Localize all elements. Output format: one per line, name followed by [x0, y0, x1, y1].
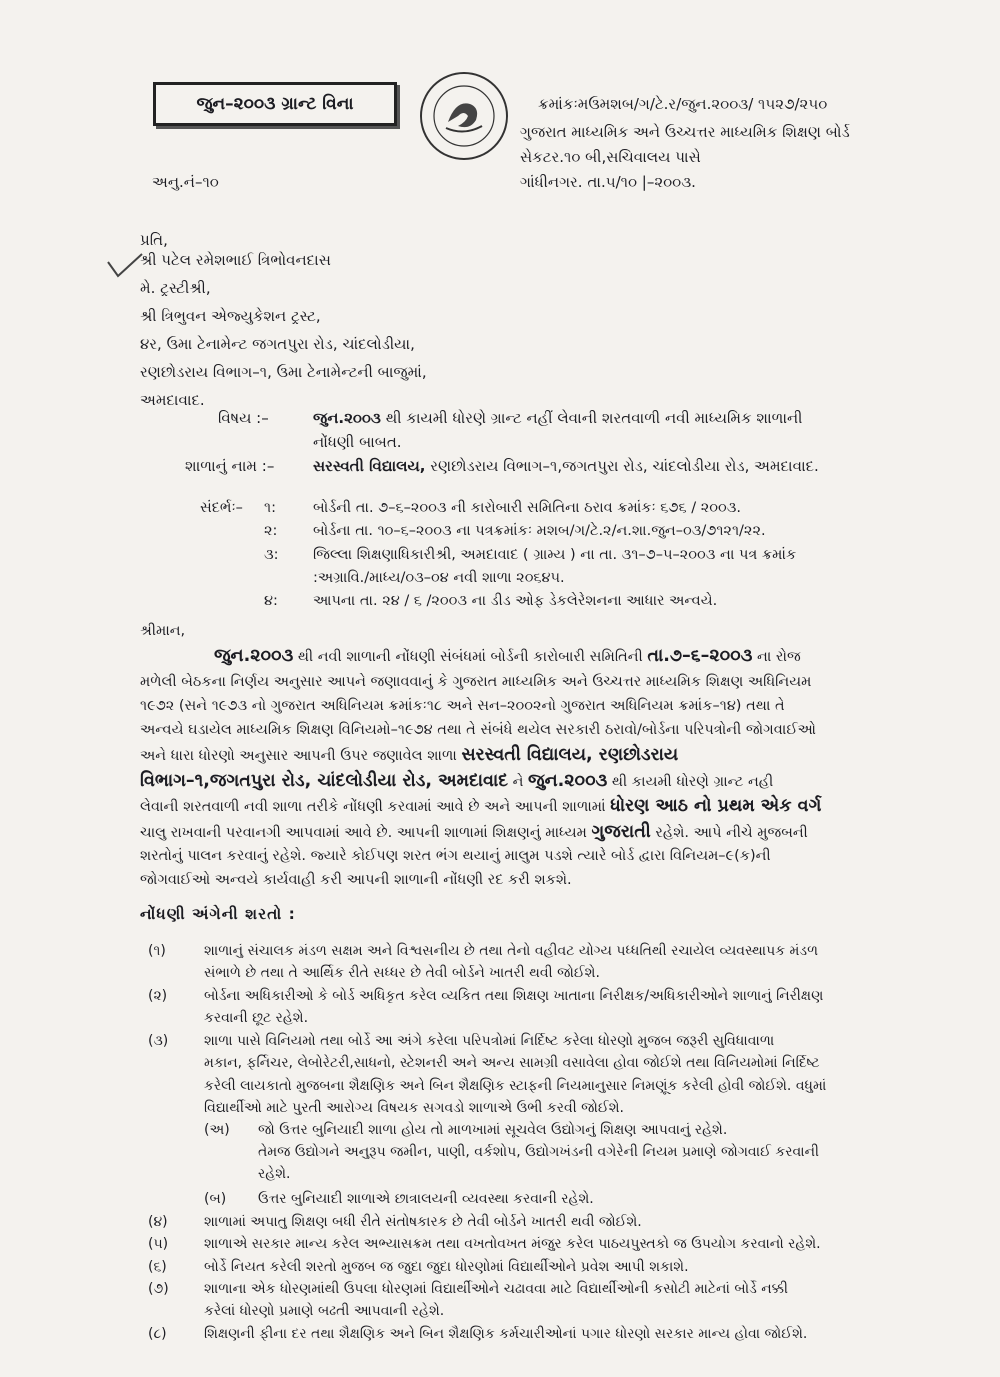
board-seal: [418, 70, 510, 162]
reference-text-1: બોર્ડની તા. ૭–૬–૨૦૦૩ ની કારોબારી સમિતિના ઠરાવ ક્રમાંકઃ ૬૭૬ / ૨૦૦૩.: [313, 500, 741, 516]
condition-3a-line-1: જો ઉત્તર બુનિયાદી શાળા હોય તો માળખામાં સૂચવેલ ઉદ્યોગનું શિક્ષણ આપવાનું રહેશે.: [258, 1122, 728, 1138]
condition-4-line-1: શાળામાં અપાતુ શિક્ષણ બધી રીતે સંતોષકારક છે તેવી બોર્ડને ખાતરી થવી જોઈશે.: [204, 1214, 642, 1230]
condition-7-line-2: કરેલાં ધોરણો પ્રમાણે બઢતી આપવાની રહેશે.: [204, 1303, 445, 1319]
condition-2-line-1: બોર્ડના અધિકારીઓ કે બોર્ડ અધિકૃત કરેલ વ્યકિત તથા શિક્ષણ ખાતાના નિરીક્ષક/અધિકારીઓને શાળાનું નિરીક્ષણ: [204, 988, 824, 1004]
body-line-5: [140, 743, 678, 769]
body-text: લેવાની શરતવાળી નવી શાળા તરીકે નોંધણી કરવામાં આવે છે અને આપની શાળામાં: [140, 799, 611, 815]
condition-3b-line-1: ઉત્તર બુનિયાદી શાળાએ છાત્રાલયની વ્યવસ્થા કરવાની રહેશે.: [258, 1191, 594, 1207]
body-line-8: [140, 820, 808, 846]
condition-3-line-2: મકાન, ફર્નિચર, લેબોરેટરી,સાધનો, સ્ટેશનરી અને અન્ય સામગ્રી વસાવેલા હોવા જોઈશે તથા વિનિયમોમાં નિર્દિષ્ટ: [204, 1055, 820, 1071]
condition-num-8: (૮): [148, 1326, 167, 1342]
condition-3a-line-3: રહેશે.: [258, 1166, 291, 1182]
body-text: થી કાયમી ધોરણે ગ્રાન્ટ નહી: [607, 774, 774, 790]
condition-7-line-1: શાળાના એક ધોરણમાંથી ઉપલા ધોરણમાં વિદ્યાર્થીઓને ચઢાવવા માટે વિદ્યાર્થીઓની કસોટી માટેનાં બોર્ડે નક્કી: [204, 1281, 789, 1297]
body-meeting-date: તા.૭–૬–૨૦૦૩: [647, 646, 753, 666]
reference-text-4: આપના તા. ૨૪ / ૬ /૨૦૦૩ ના ડીડ ઓફ ડેકલેરેશનના આધાર અન્વયે.: [313, 593, 718, 609]
recipient-title: મે. ટ્રસ્ટીશ્રી,: [140, 279, 211, 297]
body-line-9: શરતોનું પાલન કરવાનું રહેશે. જ્યારે કોઈપણ શરત ભંગ થયાનું માલુમ પડશે ત્યારે બોર્ડ દ્વારા વિનિયમ–૯(ક)ની: [140, 848, 771, 864]
recipient-trust: શ્રી ત્રિભુવન એજ્યુકેશન ટ્રસ્ટ,: [140, 307, 321, 325]
condition-3-line-3: કરેલી લાયકાતો મુજબના શૈક્ષણિક અને બિન શૈક્ષણિક સ્ટાફની નિયમાનુસાર નિમણૂંક કરેલી હોવી જોઈશે. વધુમાં: [204, 1078, 827, 1094]
condition-3-line-1: શાળા પાસે વિનિયમો તથા બોર્ડે આ અંગે કરેલા પરિપત્રોમાં નિર્દિષ્ટ કરેલા ધોરણો મુજબ જરૂરી સુવિધાવાળા: [204, 1033, 775, 1049]
school-name: સરસ્વતી વિદ્યાલય,: [313, 457, 426, 475]
recipient-name: શ્રી પટેલ રમેશભાઈ ત્રિભોવનદાસ: [140, 251, 331, 269]
condition-2-line-2: કરવાની છૂટ રહેશે.: [204, 1010, 309, 1026]
subject-label: વિષય :–: [218, 409, 269, 427]
recipient-address-1: ૪ર, ઉમા ટેનામેન્ટ જગતપુરા રોડ, ચાંદલોડીયા,: [140, 335, 415, 353]
check-mark-icon: [104, 250, 144, 280]
reference-text-2: બોર્ડના તા. ૧૦–૬–૨૦૦૩ ના પત્રક્રમાંકઃ મશબ/ગ/ટે.૨/ન.શા.જુન–૦૩/૭૧૨૧/૨૨.: [313, 523, 766, 539]
condition-num-6: (૬): [148, 1259, 167, 1275]
board-address: સેકટર.૧૦ બી,સચિવાલય પાસે: [520, 148, 701, 166]
condition-3a-num: (અ): [204, 1122, 230, 1138]
recipient-city: અમદાવાદ.: [140, 391, 205, 409]
body-line-10: જોગવાઈઓ અન્વયે કાર્યવાહી કરી આપની શાળાની નોંધણી રદ કરી શકશે.: [140, 872, 572, 888]
subject-line-2: નોંધણી બાબત.: [313, 433, 402, 451]
body-school-address: વિભાગ–૧,જગતપુરા રોડ, ચાંદલોડીયા રોડ, અમદાવાદ: [140, 771, 509, 791]
reference-num-2: ૨:: [264, 523, 278, 539]
reference-text-3b: :અગ્રાવિ./માધ્ય/૦૩–૦૪ નવી શાળા ૨૦૬૪૫.: [313, 570, 565, 586]
body-text: અને ધારા ધોરણો અનુસાર આપની ઉપર જણાવેલ શાળા: [140, 748, 462, 764]
recipient-address-2: રણછોડરાય વિભાગ–૧, ઉમા ટેનામેન્ટની બાજુમાં,: [140, 363, 427, 381]
body-medium: ગુજરાતી: [591, 822, 651, 842]
reference-num-3: ૩:: [264, 547, 279, 563]
school-address: રણછોડરાય વિભાગ–૧,જગતપુરા રોડ, ચાંદલોડીયા રોડ, અમદાવાદ.: [425, 457, 819, 475]
conditions-heading: નોંધણી અંગેની શરતો :: [140, 905, 296, 923]
body-text: થી નવી શાળાની નોંધણી સંબંધમાં બોર્ડની કારોબારી સમિતિની: [293, 649, 648, 665]
subject-bold: જુન.૨૦૦૩: [313, 409, 381, 427]
condition-8-line-1: શિક્ષણની ફીના દર તથા શૈક્ષણિક અને બિન શૈક્ષણિક કર્મચારીઓનાં પગાર ધોરણો સરકાર માન્ય હોવા જોઈશે.: [204, 1326, 808, 1342]
serial-number: અનુ.નં–૧૦: [152, 173, 219, 191]
condition-3-line-4: વિદ્યાર્થીઓ માટે પુરતી આરોગ્ય વિષયક સગવડો શાળાએ ઉભી કરવી જોઈશે.: [204, 1100, 624, 1116]
grant-stamp: જુન–૨૦૦૩ ગ્રાન્ટ વિના: [153, 82, 397, 126]
condition-1-line-2: સંભાળે છે તથા તે આર્થિક રીતે સધ્ધર છે તેવી બોર્ડને ખાતરી થવી જોઈશે.: [204, 965, 600, 981]
place-date: ગાંધીનગર. તા.૫/૧૦ |–૨૦૦૩.: [520, 173, 696, 191]
subject-text: થી કાયમી ધોરણે ગ્રાન્ટ નહીં લેવાની શરતવાળી નવી માધ્યમિક શાળાની: [380, 409, 803, 427]
seal-emblem-icon: [418, 70, 510, 162]
condition-num-3: (૩): [148, 1033, 169, 1049]
body-text: ના રોજ: [752, 649, 801, 665]
salutation: શ્રીમાન,: [140, 623, 186, 639]
condition-num-7: (૭): [148, 1281, 169, 1297]
body-date-june-2: જુન.૨૦૦૩: [528, 771, 608, 791]
reference-text-3: જિલ્લા શિક્ષણાધિકારીશ્રી, અમદાવાદ ( ગ્રામ્ય ) ના તા. ૩૧–૭–૫–૨૦૦૩ ના પત્ર ક્રમાંક: [313, 547, 797, 563]
condition-num-4: (૪): [148, 1214, 168, 1230]
condition-num-1: (૧): [148, 943, 166, 959]
references-label: સંદર્ભઃ–: [200, 500, 243, 516]
body-date-june: જુન.૨૦૦૩: [214, 646, 294, 666]
condition-1-line-1: શાળાનું સંચાલક મંડળ સક્ષમ અને વિશ્વસનીય છે તથા તેનો વહીવટ યોગ્ય પધ્ધતિથી રચાયેલ વ્યવસ્થાપક મંડળ: [204, 943, 819, 959]
reference-num-1: ૧:: [264, 500, 276, 516]
board-name: ગુજરાત માધ્યમિક અને ઉચ્ચત્તર માધ્યમિક શિક્ષણ બોર્ડ: [520, 123, 850, 141]
body-class-grant: ધોરણ આઠ નો પ્રથમ એક વર્ગ: [610, 796, 822, 816]
recipient-to: પ્રતિ,: [140, 231, 168, 249]
subject-line-1: [313, 406, 802, 430]
school-name-line: [313, 454, 819, 478]
body-text: ચાલુ રાખવાની પરવાનગી આપવામાં આવે છે. આપની શાળામાં શિક્ષણનું માધ્યમ: [140, 825, 592, 841]
reference-num-4: ૪:: [264, 593, 278, 609]
reference-number: ક્રમાંકઃમઉમશબ/ગ/ટે.ર/જુન.૨૦૦૩/ ૧૫૨૭/૨૫૦: [538, 95, 828, 113]
body-line-2: મળેલી બેઠકના નિર્ણય અનુસાર આપને જણાવવાનું કે ગુજરાત માધ્યમિક અને ઉચ્ચત્તર માધ્યમિક શિક્ષણ અધિનિયમ: [140, 674, 812, 690]
condition-num-5: (૫): [148, 1236, 169, 1252]
condition-6-line-1: બોર્ડે નિયત કરેલી શરતો મુજબ જ જુદા જુદા ધોરણોમાં વિદ્યાર્થીઓને પ્રવેશ આપી શકાશે.: [204, 1259, 689, 1275]
condition-3b-num: (બ): [204, 1191, 227, 1207]
body-text: ને: [508, 774, 529, 790]
condition-5-line-1: શાળાએ સરકાર માન્ય કરેલ અભ્યાસક્રમ તથા વખતોવખત મંજુર કરેલ પાઠયપુસ્તકો જ ઉપયોગ કરવાનો રહેશે.: [204, 1236, 821, 1252]
body-line-4: અન્વયે ઘડાયેલ માધ્યમિક શિક્ષણ વિનિયમો–૧૯૭૪ તથા તે સંબંધે થયેલ સરકારી ઠરાવો/બોર્ડના પરિપત્રોની જોગવાઈઓ: [140, 722, 816, 738]
condition-num-2: (૨): [148, 988, 168, 1004]
body-line-3: ૧૯૭૨ (સને ૧૯૭૩ નો ગુજરાત અધિનિયમ ક્રમાંકઃ૧૮ અને સન–૨૦૦૨નો ગુજરાત અધિનિયમ ક્રમાંક–૧૪) તથા તે: [140, 698, 785, 714]
body-line-1: [214, 644, 801, 670]
body-line-7: [140, 794, 821, 820]
body-school-name: સરસ્વતી વિદ્યાલય, રણછોડરાય: [461, 745, 679, 765]
body-text: રહેશે. આપે નીચે મુજબની: [650, 825, 808, 841]
condition-3a-line-2: તેમજ ઉદ્યોગને અનુરૂપ જમીન, પાણી, વર્કશોપ, ઉદ્યોગખંડની વગેરેની નિયમ પ્રમાણે જોગવાઈ કરવાની: [258, 1144, 820, 1160]
body-line-6: [140, 769, 773, 795]
school-label: શાળાનું નામ :–: [185, 457, 275, 475]
